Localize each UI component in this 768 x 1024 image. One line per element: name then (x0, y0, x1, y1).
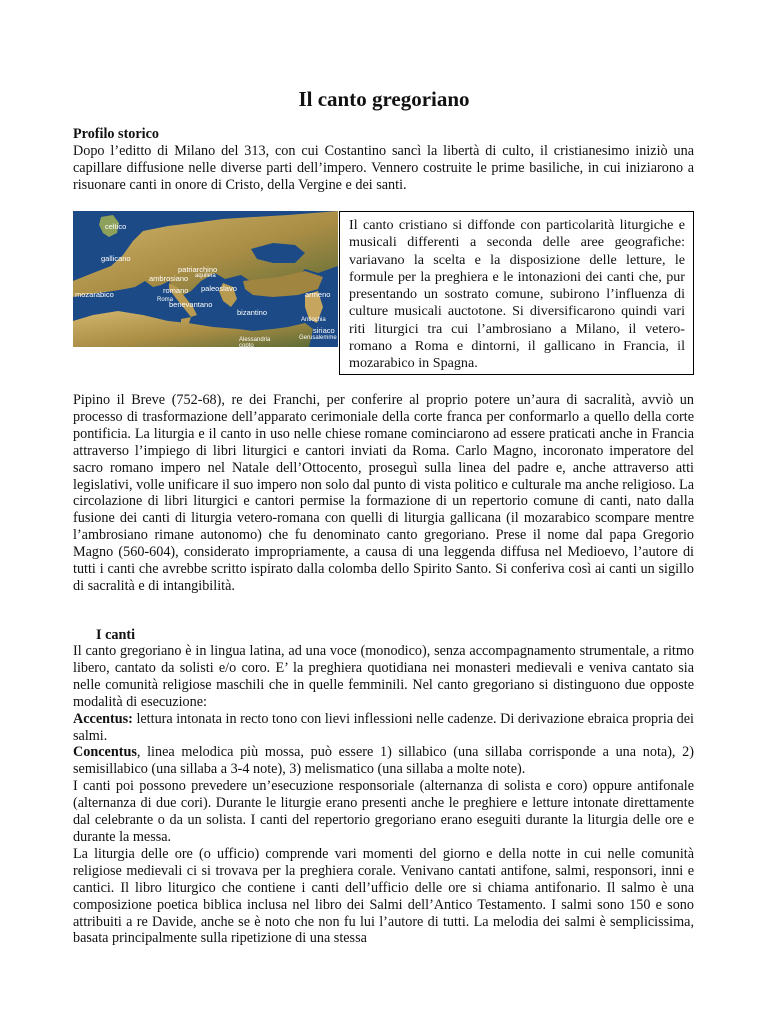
map-label: armeno (305, 290, 331, 299)
section-i-canti (73, 643, 694, 947)
map-label: patriarchino (178, 265, 218, 274)
map-label: Alessandria (239, 337, 271, 343)
callout-box (339, 211, 694, 375)
map-label: Gerusalemme (299, 335, 337, 341)
accentus-label: Accentus: (73, 710, 133, 727)
map-image (73, 211, 338, 347)
concentus-label: Concentus (73, 744, 137, 761)
map-label: copto (239, 343, 254, 347)
map-label: mozarabico (75, 290, 114, 299)
paragraph: I canti poi possono prevedere un’esecuzione responsoriale (alternanza di solista e coro) oppure antifonale (alternanza di due cori). Durante le liturgie erano presenti anche le preghiere e letture intonate direttamente dal celebrante o da un solista. I canti del repertorio gregoriano erano eseguiti durante la liturgia delle ore e durante la messa. (73, 778, 694, 845)
map-label: aquileia (195, 273, 216, 279)
map-label: romano (163, 286, 189, 295)
page-title: Il canto gregoriano (298, 87, 470, 111)
accentus-text: lettura intonata in recto tono con lievi inflessioni nelle cadenze. Di derivazione ebraica propria dei salmi. (73, 710, 694, 744)
map-label: paleoslavo (201, 284, 237, 293)
section-profilo-storico (73, 126, 694, 194)
accentus-paragraph (73, 711, 694, 745)
map-label: ambrosiano (149, 274, 189, 283)
map-label: benevantano (169, 300, 213, 309)
paragraph: Dopo l’editto di Milano del 313, con cui Costantino sancì la libertà di culto, il cristianesimo iniziò una capillare diffusione nelle diverse parti dell’impero. Vennero costruite le prime basiliche, in cui iniziarono a risuonare canti in onore di Cristo, della Vergine e dei santi. (73, 142, 694, 193)
map-label: Roma (157, 297, 174, 303)
map-label: Antiochia (301, 317, 326, 323)
section-pipino (73, 392, 694, 595)
concentus-text: , linea melodica più mossa, può essere 1) sillabico (una sillaba corrisponde a una nota), 2) semisillabico (una sillaba a 3-4 note), 3) melismatico (una sillaba a molte note). (73, 744, 694, 778)
callout-text: Il canto cristiano si diffonde con particolarità liturgiche e musicali differenti a seconda delle aree geografiche: variavano la scelta e la disposizione delle letture, le formule per la preghiera e le intonazioni dei canti che, pur presentando un sostrato comune, subirono l’influenza di culture musicali auctotone. Si diversificarono quindi vari riti liturgici tra cui l’ambrosiano a Milano, il vetero-romano a Roma e dintorni, il gallicano in Francia, il mozarabico in Spagna. (349, 217, 685, 372)
paragraph: Pipino il Breve (752-68), re dei Franchi, per conferire al proprio potere un’aura di sacralità, avviò un processo di trasformazione dell’apparato cerimoniale della corte franca per conformarlo a quello della corte pontificia. La liturgia e il canto in uso nelle chiese romane cominciarono ad essere praticati anche in Francia attraverso l’impiego di libri liturgici e cantori inviati da Roma. Carlo Magno, incoronato imperatore del sacro romano impero nel Natale dell’Ottocento, proseguì sulla linea del padre e, anche attraverso atti legislativi, volle unificare il suo impero non solo dal punto di vista politico e culturale ma anche religioso. La circolazione di libri liturgici e cantori permise la formazione di un repertorio comune di canti, nato dalla fusione dei canti di liturgia vetero-romana con quelli di liturgia gallicana (il mozarabico scompare mentre l’ambrosiano rimane autonomo) che fu denominato canto gregoriano. Prese il nome dal papa Gregorio Magno (560-604), considerato impropriamente, a causa di una leggenda diffusa nel Medioevo, l’autore di tutti i canti che avrebbe scritto ispirato dalla colomba dello Spirito Santo. Si conferiva così ai canti un sigillo di sacralità e di intangibilità. (73, 392, 694, 594)
section-heading: Profilo storico (73, 126, 160, 142)
paragraph: Il canto gregoriano è in lingua latina, ad una voce (monodico), senza accompagnamento strumentale, a ritmo libero, cantato da solisti e/o coro. E’ la preghiera quotidiana nei monasteri medievali e veniva cantato sia nelle comunità religiose maschili che in quelle femminili. Nel canto gregoriano si distinguono due opposte modalità di esecuzione: (73, 643, 694, 710)
map-label: celtico (105, 222, 127, 231)
map-label: bizantino (237, 308, 268, 317)
paragraph: La liturgia delle ore (o ufficio) comprende vari momenti del giorno e della notte in cui nelle comunità religiose medievali ci si trovava per la preghiera corale. Venivano cantati antifone, salmi, responsori, inni e cantici. Il libro liturgico che contiene i canti dell’ufficio delle ore si chiama antifonario. Il salmo è una composizione poetica biblica inclusa nel libro dei Salmi dell’Antico Testamento. I salmi sono 150 e sono attribuiti a re Davide, anche se è noto che non fu lui l’autore di tutti. La melodia dei salmi è semplicissima, basata principalmente sulla ripetizione di una stessa (73, 845, 694, 947)
map-label: gallicano (101, 254, 131, 263)
map-label: siriaco (313, 326, 335, 335)
concentus-paragraph (73, 744, 694, 778)
section-heading: I canti (96, 627, 136, 643)
